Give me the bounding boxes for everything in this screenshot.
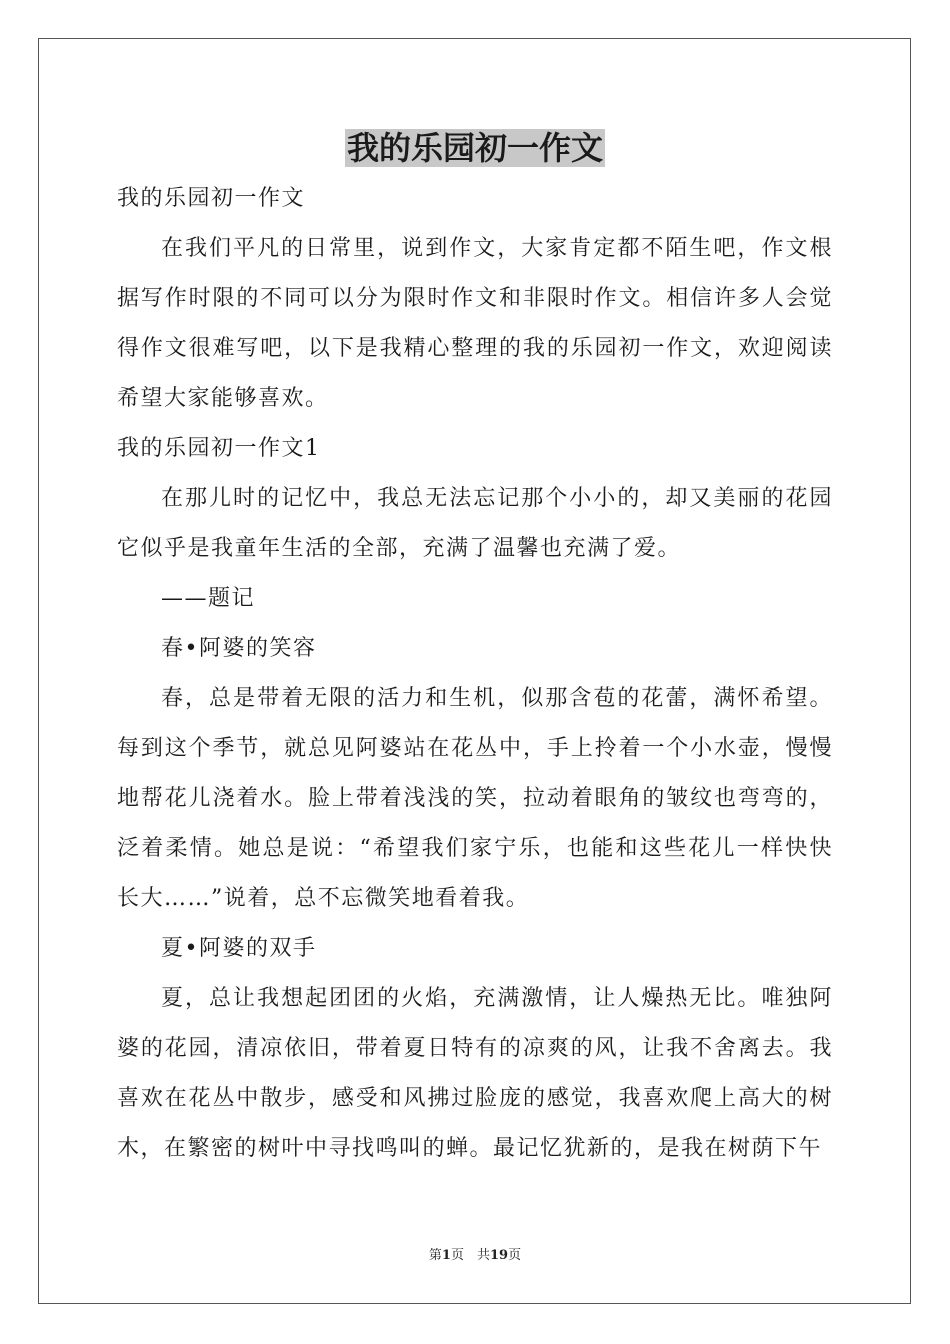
paragraph-spring: 春，总是带着无限的活力和生机，似那含苞的花蕾，满怀希望。每到这个季节，就总见阿婆站在花丛中，手上拎着一个小水壶，慢慢地帮花儿浇着水。脸上带着浅浅的笑，拉动着眼角的皱纹也弯弯的，泛着柔情。她总是说：“希望我们家宁乐，也能和这些花儿一样快快长大……”说着，总不忘微笑地看着我。: [117, 686, 833, 911]
section-heading-spring: 春•阿婆的笑容: [161, 636, 317, 661]
paragraph-summer: 夏，总让我想起团团的火焰，充满激情，让人燥热无比。唯独阿婆的花园，清凉依旧，带着夏日特有的凉爽的风，让我不舍离去。我喜欢在花丛中散步，感受和风拂过脸庞的感觉，我喜欢爬上高大的树木，在繁密的树叶中寻找鸣叫的蝉。最记忆犹新的，是我在树荫下午: [117, 986, 833, 1161]
page-footer: [0, 1247, 950, 1265]
total-page-count: 19: [489, 1248, 509, 1263]
footer-middle: 页 共: [450, 1248, 490, 1263]
current-page-number: 1: [441, 1248, 451, 1263]
footer-prefix: 第: [428, 1248, 442, 1263]
paragraph-intro: 在我们平凡的日常里，说到作文，大家肯定都不陌生吧，作文根据写作时限的不同可以分为限时作文和非限时作文。相信许多人会觉得作文很难写吧，以下是我精心整理的我的乐园初一作文，欢迎阅读希望大家能够喜欢。: [117, 236, 833, 411]
document-title-text: 我的乐园初一作文: [346, 129, 603, 167]
document-body: [117, 174, 833, 1174]
paragraph-memory: 在那儿时的记忆中，我总无法忘记那个小小的，却又美丽的花园它似乎是我童年生活的全部，充满了温馨也充满了爱。: [117, 486, 833, 561]
footer-suffix: 页: [508, 1248, 522, 1263]
paragraph-essay-title: 我的乐园初一作文1: [117, 436, 321, 461]
section-heading-summer: 夏•阿婆的双手: [161, 936, 317, 961]
paragraph-heading: 我的乐园初一作文: [117, 186, 306, 211]
paragraph-epigraph: ——题记: [161, 586, 256, 611]
document-title: [0, 126, 950, 170]
